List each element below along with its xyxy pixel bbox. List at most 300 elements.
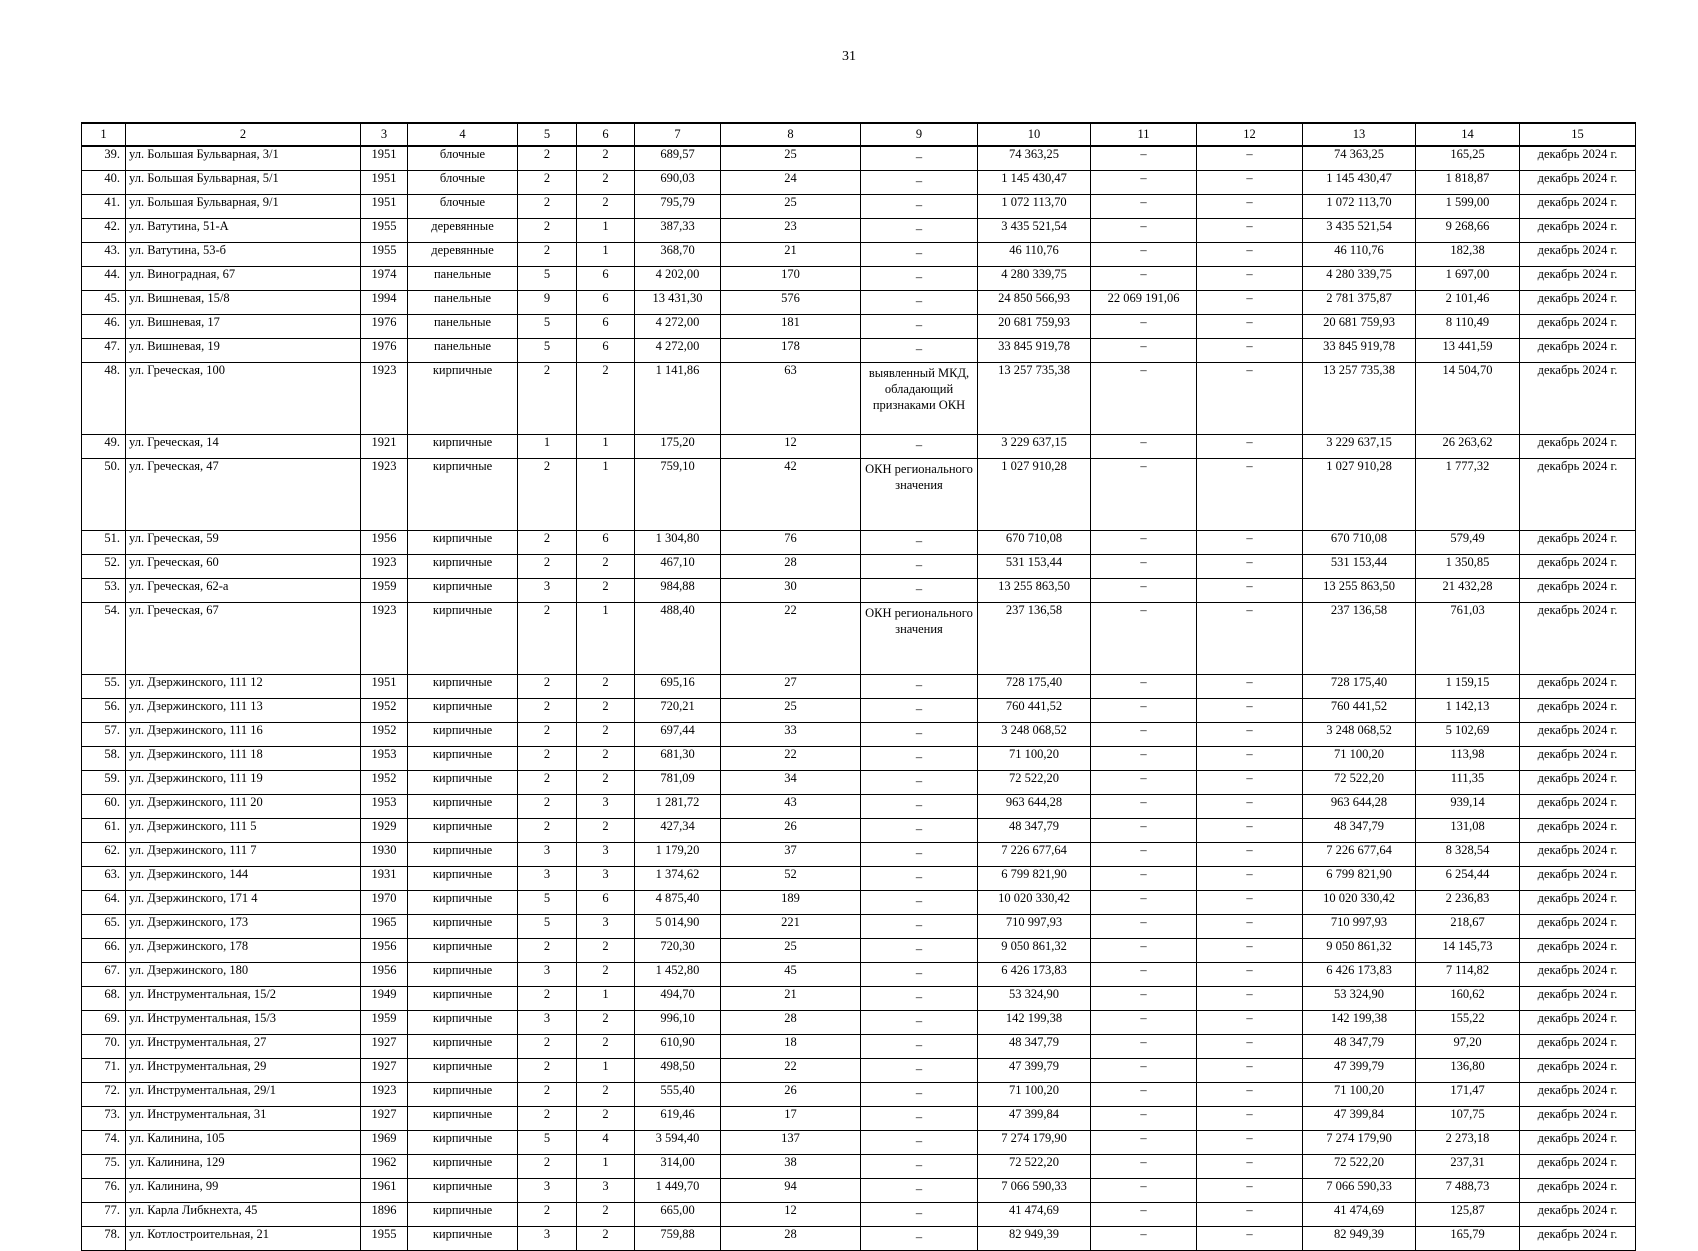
cell-completion-date: декабрь 2024 г. bbox=[1520, 555, 1636, 579]
cell-residents: 45 bbox=[721, 963, 861, 987]
cell-entrances: 1 bbox=[577, 603, 635, 675]
table-row bbox=[82, 1203, 1636, 1227]
cell-row-number: 75. bbox=[82, 1155, 126, 1179]
cell-cost-col-13: 47 399,79 bbox=[1303, 1059, 1416, 1083]
cell-entrances: 1 bbox=[577, 459, 635, 531]
cell-row-number: 41. bbox=[82, 195, 126, 219]
cell-total-area: 781,09 bbox=[635, 771, 721, 795]
column-header-2: 2 bbox=[126, 123, 361, 146]
cell-total-cost: 10 020 330,42 bbox=[978, 891, 1091, 915]
cell-row-number: 69. bbox=[82, 1011, 126, 1035]
cell-floors: 3 bbox=[518, 1179, 577, 1203]
table-row bbox=[82, 1035, 1636, 1059]
cell-wall-material: кирпичные bbox=[408, 1083, 518, 1107]
cell-total-area: 4 875,40 bbox=[635, 891, 721, 915]
cell-address: ул. Инструментальная, 27 bbox=[126, 1035, 361, 1059]
cell-address: ул. Карла Либкнехта, 45 bbox=[126, 1203, 361, 1227]
cell-cost-col-13: 1 072 113,70 bbox=[1303, 195, 1416, 219]
cell-cost-col-14: 131,08 bbox=[1416, 819, 1520, 843]
cell-row-number: 43. bbox=[82, 243, 126, 267]
cell-cost-col-12: – bbox=[1197, 939, 1303, 963]
cell-completion-date: декабрь 2024 г. bbox=[1520, 243, 1636, 267]
cell-entrances: 2 bbox=[577, 555, 635, 579]
column-header-5: 5 bbox=[518, 123, 577, 146]
cell-floors: 5 bbox=[518, 267, 577, 291]
cell-completion-date: декабрь 2024 г. bbox=[1520, 1107, 1636, 1131]
cell-cost-col-11: – bbox=[1091, 819, 1197, 843]
cell-address: ул. Греческая, 47 bbox=[126, 459, 361, 531]
cell-cost-col-13: 48 347,79 bbox=[1303, 819, 1416, 843]
table-row bbox=[82, 291, 1636, 315]
table-row bbox=[82, 915, 1636, 939]
cell-address: ул. Вишневая, 17 bbox=[126, 315, 361, 339]
cell-cost-col-14: 1 818,87 bbox=[1416, 171, 1520, 195]
cell-heritage-status: – bbox=[861, 867, 978, 891]
table-row bbox=[82, 315, 1636, 339]
cell-address: ул. Инструментальная, 15/3 bbox=[126, 1011, 361, 1035]
cell-floors: 3 bbox=[518, 843, 577, 867]
cell-row-number: 63. bbox=[82, 867, 126, 891]
cell-residents: 189 bbox=[721, 891, 861, 915]
cell-floors: 2 bbox=[518, 171, 577, 195]
cell-heritage-status: – bbox=[861, 1011, 978, 1035]
cell-residents: 33 bbox=[721, 723, 861, 747]
cell-heritage-status: – bbox=[861, 1179, 978, 1203]
cell-cost-col-12: – bbox=[1197, 291, 1303, 315]
cell-wall-material: кирпичные bbox=[408, 963, 518, 987]
cell-year-built: 1956 bbox=[361, 531, 408, 555]
cell-row-number: 46. bbox=[82, 315, 126, 339]
cell-wall-material: кирпичные bbox=[408, 459, 518, 531]
cell-cost-col-13: 142 199,38 bbox=[1303, 1011, 1416, 1035]
cell-row-number: 62. bbox=[82, 843, 126, 867]
cell-wall-material: кирпичные bbox=[408, 579, 518, 603]
cell-year-built: 1951 bbox=[361, 195, 408, 219]
cell-row-number: 70. bbox=[82, 1035, 126, 1059]
cell-heritage-status: – bbox=[861, 1203, 978, 1227]
table-body bbox=[82, 146, 1636, 1251]
cell-cost-col-11: – bbox=[1091, 459, 1197, 531]
cell-entrances: 1 bbox=[577, 987, 635, 1011]
cell-cost-col-13: 6 799 821,90 bbox=[1303, 867, 1416, 891]
cell-row-number: 57. bbox=[82, 723, 126, 747]
cell-year-built: 1949 bbox=[361, 987, 408, 1011]
cell-wall-material: блочные bbox=[408, 146, 518, 171]
cell-row-number: 47. bbox=[82, 339, 126, 363]
cell-total-cost: 142 199,38 bbox=[978, 1011, 1091, 1035]
cell-total-cost: 74 363,25 bbox=[978, 146, 1091, 171]
cell-residents: 28 bbox=[721, 1227, 861, 1251]
cell-total-cost: 531 153,44 bbox=[978, 555, 1091, 579]
cell-address: ул. Дзержинского, 111 20 bbox=[126, 795, 361, 819]
table-row bbox=[82, 987, 1636, 1011]
cell-wall-material: панельные bbox=[408, 315, 518, 339]
cell-cost-col-12: – bbox=[1197, 171, 1303, 195]
cell-wall-material: кирпичные bbox=[408, 1107, 518, 1131]
table-row bbox=[82, 939, 1636, 963]
cell-heritage-status: – bbox=[861, 339, 978, 363]
cell-wall-material: кирпичные bbox=[408, 987, 518, 1011]
cell-row-number: 50. bbox=[82, 459, 126, 531]
cell-row-number: 71. bbox=[82, 1059, 126, 1083]
table-row bbox=[82, 675, 1636, 699]
cell-total-cost: 237 136,58 bbox=[978, 603, 1091, 675]
cell-floors: 2 bbox=[518, 987, 577, 1011]
cell-total-cost: 710 997,93 bbox=[978, 915, 1091, 939]
cell-wall-material: кирпичные bbox=[408, 819, 518, 843]
table-row bbox=[82, 747, 1636, 771]
page-number: 31 bbox=[842, 49, 856, 64]
cell-cost-col-11: – bbox=[1091, 1203, 1197, 1227]
cell-cost-col-12: – bbox=[1197, 339, 1303, 363]
cell-entrances: 1 bbox=[577, 243, 635, 267]
cell-cost-col-11: – bbox=[1091, 1011, 1197, 1035]
cell-wall-material: кирпичные bbox=[408, 891, 518, 915]
cell-entrances: 1 bbox=[577, 1059, 635, 1083]
cell-cost-col-13: 48 347,79 bbox=[1303, 1035, 1416, 1059]
cell-cost-col-11: – bbox=[1091, 267, 1197, 291]
cell-wall-material: кирпичные bbox=[408, 1155, 518, 1179]
cell-cost-col-13: 71 100,20 bbox=[1303, 747, 1416, 771]
cell-completion-date: декабрь 2024 г. bbox=[1520, 435, 1636, 459]
cell-cost-col-12: – bbox=[1197, 1155, 1303, 1179]
cell-total-area: 3 594,40 bbox=[635, 1131, 721, 1155]
cell-cost-col-14: 171,47 bbox=[1416, 1083, 1520, 1107]
cell-cost-col-11: – bbox=[1091, 1035, 1197, 1059]
cell-address: ул. Дзержинского, 111 13 bbox=[126, 699, 361, 723]
cell-cost-col-11: – bbox=[1091, 435, 1197, 459]
cell-cost-col-14: 14 145,73 bbox=[1416, 939, 1520, 963]
cell-floors: 2 bbox=[518, 219, 577, 243]
cell-year-built: 1929 bbox=[361, 819, 408, 843]
table-row bbox=[82, 1083, 1636, 1107]
cell-year-built: 1923 bbox=[361, 555, 408, 579]
cell-total-area: 689,57 bbox=[635, 146, 721, 171]
cell-cost-col-11: – bbox=[1091, 195, 1197, 219]
cell-residents: 37 bbox=[721, 843, 861, 867]
cell-cost-col-11: – bbox=[1091, 987, 1197, 1011]
cell-completion-date: декабрь 2024 г. bbox=[1520, 1035, 1636, 1059]
column-header-14: 14 bbox=[1416, 123, 1520, 146]
cell-floors: 2 bbox=[518, 1059, 577, 1083]
cell-row-number: 55. bbox=[82, 675, 126, 699]
cell-floors: 2 bbox=[518, 1203, 577, 1227]
cell-address: ул. Дзержинского, 144 bbox=[126, 867, 361, 891]
cell-residents: 12 bbox=[721, 435, 861, 459]
cell-cost-col-11: – bbox=[1091, 1059, 1197, 1083]
cell-cost-col-12: – bbox=[1197, 195, 1303, 219]
cell-heritage-status: – bbox=[861, 771, 978, 795]
cell-cost-col-11: – bbox=[1091, 243, 1197, 267]
cell-cost-col-12: – bbox=[1197, 771, 1303, 795]
cell-completion-date: декабрь 2024 г. bbox=[1520, 603, 1636, 675]
cell-cost-col-13: 82 949,39 bbox=[1303, 1227, 1416, 1251]
cell-cost-col-14: 1 777,32 bbox=[1416, 459, 1520, 531]
cell-entrances: 3 bbox=[577, 1179, 635, 1203]
cell-floors: 2 bbox=[518, 1083, 577, 1107]
cell-total-cost: 3 248 068,52 bbox=[978, 723, 1091, 747]
cell-address: ул. Большая Бульварная, 3/1 bbox=[126, 146, 361, 171]
cell-entrances: 6 bbox=[577, 291, 635, 315]
cell-total-cost: 3 229 637,15 bbox=[978, 435, 1091, 459]
cell-completion-date: декабрь 2024 г. bbox=[1520, 675, 1636, 699]
cell-cost-col-14: 2 273,18 bbox=[1416, 1131, 1520, 1155]
cell-address: ул. Греческая, 60 bbox=[126, 555, 361, 579]
cell-floors: 2 bbox=[518, 555, 577, 579]
cell-floors: 2 bbox=[518, 603, 577, 675]
cell-cost-col-12: – bbox=[1197, 267, 1303, 291]
cell-total-area: 720,30 bbox=[635, 939, 721, 963]
cell-cost-col-11: – bbox=[1091, 531, 1197, 555]
cell-entrances: 2 bbox=[577, 771, 635, 795]
cell-total-cost: 760 441,52 bbox=[978, 699, 1091, 723]
cell-cost-col-14: 136,80 bbox=[1416, 1059, 1520, 1083]
cell-cost-col-11: – bbox=[1091, 771, 1197, 795]
cell-cost-col-14: 14 504,70 bbox=[1416, 363, 1520, 435]
cell-residents: 25 bbox=[721, 146, 861, 171]
cell-year-built: 1923 bbox=[361, 363, 408, 435]
column-number-row bbox=[82, 123, 1636, 146]
cell-entrances: 3 bbox=[577, 795, 635, 819]
cell-floors: 5 bbox=[518, 915, 577, 939]
cell-cost-col-13: 20 681 759,93 bbox=[1303, 315, 1416, 339]
cell-cost-col-14: 1 159,15 bbox=[1416, 675, 1520, 699]
cell-heritage-status: – bbox=[861, 171, 978, 195]
cell-completion-date: декабрь 2024 г. bbox=[1520, 146, 1636, 171]
cell-heritage-status: – bbox=[861, 963, 978, 987]
cell-year-built: 1930 bbox=[361, 843, 408, 867]
cell-year-built: 1927 bbox=[361, 1035, 408, 1059]
cell-row-number: 66. bbox=[82, 939, 126, 963]
cell-completion-date: декабрь 2024 г. bbox=[1520, 963, 1636, 987]
cell-total-cost: 6 799 821,90 bbox=[978, 867, 1091, 891]
column-header-15: 15 bbox=[1520, 123, 1636, 146]
table-row bbox=[82, 867, 1636, 891]
cell-total-cost: 728 175,40 bbox=[978, 675, 1091, 699]
cell-cost-col-13: 3 229 637,15 bbox=[1303, 435, 1416, 459]
cell-total-area: 368,70 bbox=[635, 243, 721, 267]
cell-cost-col-14: 579,49 bbox=[1416, 531, 1520, 555]
cell-completion-date: декабрь 2024 г. bbox=[1520, 795, 1636, 819]
cell-address: ул. Инструментальная, 29 bbox=[126, 1059, 361, 1083]
cell-residents: 181 bbox=[721, 315, 861, 339]
cell-cost-col-14: 7 488,73 bbox=[1416, 1179, 1520, 1203]
cell-residents: 26 bbox=[721, 1083, 861, 1107]
cell-year-built: 1951 bbox=[361, 675, 408, 699]
cell-residents: 76 bbox=[721, 531, 861, 555]
cell-entrances: 2 bbox=[577, 699, 635, 723]
cell-wall-material: кирпичные bbox=[408, 1059, 518, 1083]
cell-floors: 5 bbox=[518, 1131, 577, 1155]
cell-completion-date: декабрь 2024 г. bbox=[1520, 699, 1636, 723]
cell-heritage-status: – bbox=[861, 675, 978, 699]
cell-heritage-status: – bbox=[861, 1131, 978, 1155]
cell-cost-col-13: 71 100,20 bbox=[1303, 1083, 1416, 1107]
cell-completion-date: декабрь 2024 г. bbox=[1520, 579, 1636, 603]
cell-address: ул. Дзержинского, 111 18 bbox=[126, 747, 361, 771]
cell-floors: 2 bbox=[518, 531, 577, 555]
cell-total-area: 795,79 bbox=[635, 195, 721, 219]
cell-heritage-status: – bbox=[861, 843, 978, 867]
table-row bbox=[82, 146, 1636, 171]
cell-cost-col-13: 47 399,84 bbox=[1303, 1107, 1416, 1131]
cell-total-cost: 7 066 590,33 bbox=[978, 1179, 1091, 1203]
cell-cost-col-12: – bbox=[1197, 1203, 1303, 1227]
cell-floors: 2 bbox=[518, 146, 577, 171]
cell-wall-material: кирпичные bbox=[408, 435, 518, 459]
cell-completion-date: декабрь 2024 г. bbox=[1520, 1083, 1636, 1107]
cell-floors: 2 bbox=[518, 939, 577, 963]
cell-floors: 2 bbox=[518, 363, 577, 435]
table-row bbox=[82, 603, 1636, 675]
table-row bbox=[82, 579, 1636, 603]
cell-cost-col-11: – bbox=[1091, 555, 1197, 579]
cell-heritage-status: – bbox=[861, 795, 978, 819]
cell-completion-date: декабрь 2024 г. bbox=[1520, 867, 1636, 891]
cell-total-cost: 7 274 179,90 bbox=[978, 1131, 1091, 1155]
cell-entrances: 2 bbox=[577, 1011, 635, 1035]
cell-cost-col-12: – bbox=[1197, 891, 1303, 915]
cell-cost-col-13: 7 274 179,90 bbox=[1303, 1131, 1416, 1155]
cell-entrances: 2 bbox=[577, 1203, 635, 1227]
cell-year-built: 1956 bbox=[361, 963, 408, 987]
cell-cost-col-12: – bbox=[1197, 603, 1303, 675]
cell-completion-date: декабрь 2024 г. bbox=[1520, 891, 1636, 915]
cell-cost-col-11: – bbox=[1091, 795, 1197, 819]
cell-heritage-status: – bbox=[861, 1107, 978, 1131]
cell-cost-col-14: 9 268,66 bbox=[1416, 219, 1520, 243]
cell-cost-col-12: – bbox=[1197, 243, 1303, 267]
cell-cost-col-12: – bbox=[1197, 579, 1303, 603]
column-header-7: 7 bbox=[635, 123, 721, 146]
cell-total-cost: 3 435 521,54 bbox=[978, 219, 1091, 243]
cell-cost-col-11: – bbox=[1091, 579, 1197, 603]
cell-total-area: 1 374,62 bbox=[635, 867, 721, 891]
cell-address: ул. Котлостроительная, 21 bbox=[126, 1227, 361, 1251]
cell-residents: 22 bbox=[721, 603, 861, 675]
cell-total-area: 13 431,30 bbox=[635, 291, 721, 315]
cell-address: ул. Калинина, 105 bbox=[126, 1131, 361, 1155]
cell-wall-material: деревянные bbox=[408, 243, 518, 267]
cell-cost-col-12: – bbox=[1197, 435, 1303, 459]
cell-cost-col-11: – bbox=[1091, 1155, 1197, 1179]
cell-wall-material: кирпичные bbox=[408, 843, 518, 867]
cell-completion-date: декабрь 2024 г. bbox=[1520, 195, 1636, 219]
cell-address: ул. Дзержинского, 180 bbox=[126, 963, 361, 987]
table-header bbox=[82, 123, 1636, 146]
cell-cost-col-11: – bbox=[1091, 963, 1197, 987]
table-row bbox=[82, 171, 1636, 195]
column-header-9: 9 bbox=[861, 123, 978, 146]
cell-cost-col-13: 41 474,69 bbox=[1303, 1203, 1416, 1227]
cell-row-number: 58. bbox=[82, 747, 126, 771]
cell-cost-col-12: – bbox=[1197, 1107, 1303, 1131]
cell-cost-col-11: – bbox=[1091, 339, 1197, 363]
cell-residents: 18 bbox=[721, 1035, 861, 1059]
cell-floors: 3 bbox=[518, 867, 577, 891]
cell-cost-col-13: 7 066 590,33 bbox=[1303, 1179, 1416, 1203]
cell-year-built: 1956 bbox=[361, 939, 408, 963]
cell-cost-col-12: – bbox=[1197, 146, 1303, 171]
cell-completion-date: декабрь 2024 г. bbox=[1520, 339, 1636, 363]
cell-address: ул. Ватутина, 51-А bbox=[126, 219, 361, 243]
cell-heritage-status: – bbox=[861, 723, 978, 747]
cell-total-cost: 1 145 430,47 bbox=[978, 171, 1091, 195]
cell-floors: 3 bbox=[518, 579, 577, 603]
cell-total-cost: 53 324,90 bbox=[978, 987, 1091, 1011]
cell-year-built: 1952 bbox=[361, 771, 408, 795]
cell-heritage-status: – bbox=[861, 939, 978, 963]
cell-total-area: 555,40 bbox=[635, 1083, 721, 1107]
cell-entrances: 1 bbox=[577, 435, 635, 459]
cell-cost-col-12: – bbox=[1197, 963, 1303, 987]
cell-total-cost: 48 347,79 bbox=[978, 819, 1091, 843]
cell-cost-col-13: 10 020 330,42 bbox=[1303, 891, 1416, 915]
cell-total-area: 1 141,86 bbox=[635, 363, 721, 435]
cell-cost-col-12: – bbox=[1197, 867, 1303, 891]
cell-wall-material: кирпичные bbox=[408, 723, 518, 747]
cell-cost-col-13: 13 257 735,38 bbox=[1303, 363, 1416, 435]
cell-entrances: 4 bbox=[577, 1131, 635, 1155]
cell-row-number: 67. bbox=[82, 963, 126, 987]
table-row bbox=[82, 1107, 1636, 1131]
cell-heritage-status: – bbox=[861, 267, 978, 291]
cell-entrances: 3 bbox=[577, 843, 635, 867]
cell-residents: 25 bbox=[721, 195, 861, 219]
cell-total-cost: 670 710,08 bbox=[978, 531, 1091, 555]
cell-residents: 52 bbox=[721, 867, 861, 891]
cell-cost-col-12: – bbox=[1197, 915, 1303, 939]
cell-cost-col-14: 8 328,54 bbox=[1416, 843, 1520, 867]
cell-entrances: 2 bbox=[577, 579, 635, 603]
cell-residents: 137 bbox=[721, 1131, 861, 1155]
cell-heritage-status: – bbox=[861, 243, 978, 267]
cell-wall-material: кирпичные bbox=[408, 771, 518, 795]
cell-total-area: 695,16 bbox=[635, 675, 721, 699]
cell-address: ул. Ватутина, 53-б bbox=[126, 243, 361, 267]
cell-row-number: 77. bbox=[82, 1203, 126, 1227]
cell-residents: 21 bbox=[721, 987, 861, 1011]
cell-cost-col-11: – bbox=[1091, 747, 1197, 771]
cell-total-area: 467,10 bbox=[635, 555, 721, 579]
cell-residents: 22 bbox=[721, 747, 861, 771]
cell-heritage-status: – bbox=[861, 291, 978, 315]
cell-cost-col-14: 113,98 bbox=[1416, 747, 1520, 771]
cell-row-number: 45. bbox=[82, 291, 126, 315]
cell-year-built: 1974 bbox=[361, 267, 408, 291]
table-row bbox=[82, 699, 1636, 723]
cell-row-number: 76. bbox=[82, 1179, 126, 1203]
cell-cost-col-13: 9 050 861,32 bbox=[1303, 939, 1416, 963]
cell-floors: 5 bbox=[518, 315, 577, 339]
cell-cost-col-13: 33 845 919,78 bbox=[1303, 339, 1416, 363]
cell-cost-col-11: – bbox=[1091, 843, 1197, 867]
cell-address: ул. Инструментальная, 29/1 bbox=[126, 1083, 361, 1107]
cell-year-built: 1955 bbox=[361, 243, 408, 267]
cell-completion-date: декабрь 2024 г. bbox=[1520, 291, 1636, 315]
cell-total-cost: 1 072 113,70 bbox=[978, 195, 1091, 219]
cell-total-area: 610,90 bbox=[635, 1035, 721, 1059]
cell-cost-col-14: 2 236,83 bbox=[1416, 891, 1520, 915]
cell-total-cost: 13 257 735,38 bbox=[978, 363, 1091, 435]
cell-wall-material: деревянные bbox=[408, 219, 518, 243]
cell-cost-col-11: – bbox=[1091, 867, 1197, 891]
cell-cost-col-12: – bbox=[1197, 1179, 1303, 1203]
cell-total-cost: 7 226 677,64 bbox=[978, 843, 1091, 867]
cell-entrances: 6 bbox=[577, 315, 635, 339]
cell-cost-col-14: 107,75 bbox=[1416, 1107, 1520, 1131]
cell-wall-material: кирпичные bbox=[408, 603, 518, 675]
